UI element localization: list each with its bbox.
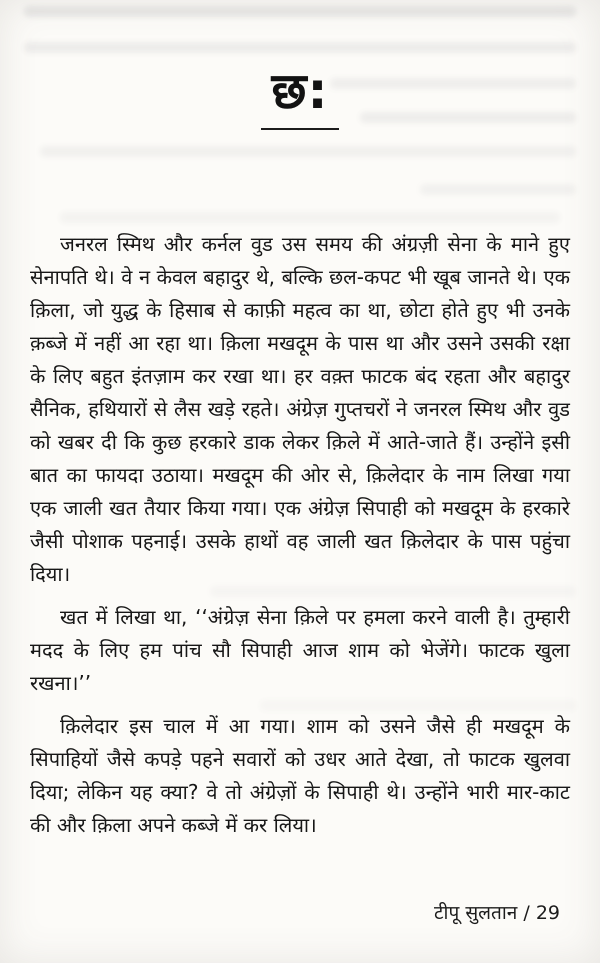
- page-footer: टीपू सुलतान / 29: [433, 902, 560, 924]
- paragraph: क़िलेदार इस चाल में आ गया। शाम को उसने जैसे ही मखदूम के सिपाहियों जैसे कपड़े पहने सवारों को उधर आते देखा, तो फाटक खुलवा दिया; लेकिन यह क्या? वे तो अंग्रेज़ों के सिपाही थे। उन्होंने भारी मार-काट की और क़िला अपने कब्जे में कर लिया।: [30, 714, 570, 837]
- body-text: [30, 228, 570, 852]
- chapter-heading: छ:: [271, 62, 329, 120]
- heading-underline: [261, 128, 339, 130]
- paragraph: जनरल स्मिथ और कर्नल वुड उस समय की अंग्रज़ी सेना के माने हुए सेनापति थे। वे न केवल बहादुर थे, बल्कि छल-कपट भी खूब जानते थे। एक क़िला, जो युद्ध के हिसाब से काफ़ी महत्व का था, छोटा होते हुए भी उनके क़ब्जे में नहीं आ रहा था। क़िला मखदूम के पास था और उसने उसकी रक्षा के लिए बहुत इंतज़ाम कर रखा था। हर वक़्त फाटक बंद रहता और बहादुर सैनिक, हथियारों से लैस खड़े रहते। अंग्रेज़ गुप्तचरों ने जनरल स्मिथ और वुड को खबर दी कि कुछ हरकारे डाक लेकर क़िले में आते-जाते हैं। उन्होंने इसी बात का फायदा उठाया। मखदूम की ओर से, क़िलेदार के नाम लिखा गया एक जाली खत तैयार किया गया। एक अंग्रेज़ सिपाही को मखदूम के हरकारे जैसी पोशाक पहनाई। उसके हाथों वह जाली खत क़िलेदार के पास पहुंचा दिया।: [30, 232, 570, 586]
- paragraph: खत में लिखा था, ‘‘अंग्रेज़ सेना क़िले पर हमला करने वाली है। तुम्हारी मदद के लिए हम पांच सौ सिपाही आज शाम को भेजेंगे। फाटक खुला रखना।’’: [30, 605, 570, 695]
